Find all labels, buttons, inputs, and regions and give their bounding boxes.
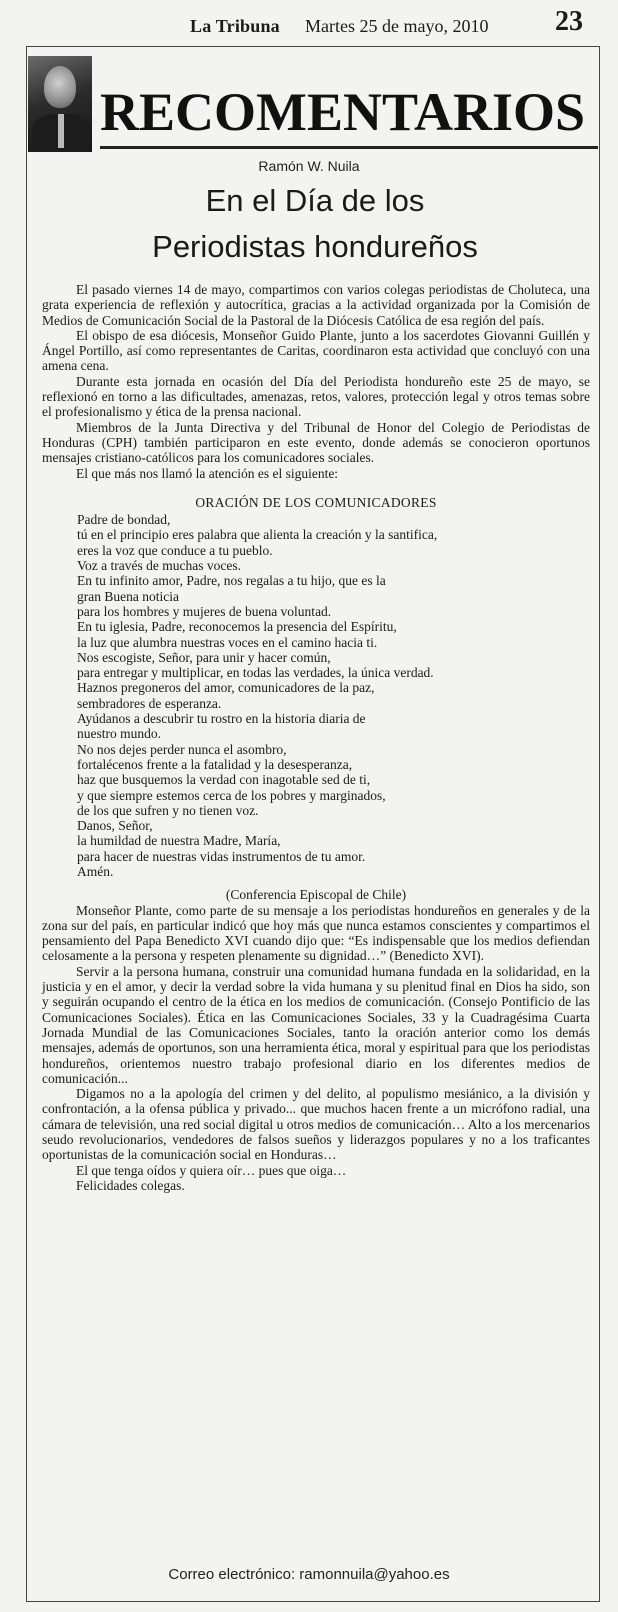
paragraph: Durante esta jornada en ocasión del Día del Periodista hondureño este 25 de mayo, se reflexionó en torno a las dificultades, amenazas, retos, valores, protección legal y otros temas sobre el profesionalismo y ética de la prensa nacional. [42,373,590,420]
prayer-line: En tu iglesia, Padre, reconocemos la presencia del Espíritu, [77,619,397,635]
prayer-line: haz que busquemos la verdad con inagotable sed de ti, [77,772,371,788]
headline [30,178,600,270]
paragraph: Miembros de la Junta Directiva y del Tribunal de Honor del Colegio de Periodistas de Honduras (CPH) también participaron en este evento, donde además se conocieron oportunos mensajes cristiano-católicos para los comunicadores sociales. [42,419,590,466]
prayer-line: para entregar y multiplicar, en todas las verdades, la única verdad. [77,665,434,681]
author-byline: Ramón W. Nuila [258,158,360,174]
column-header [28,56,600,160]
prayer-title: ORACIÓN DE LOS COMUNICADORES [195,494,437,510]
prayer-line: para los hombres y mujeres de buena voluntad. [77,603,332,619]
author-photo [28,56,92,152]
prayer-line: Voz a través de muchas voces. [77,558,241,574]
prayer-line: sembradores de esperanza. [77,695,222,711]
headline-line-1: En el Día de los [205,183,425,218]
prayer-line: nuestro mundo. [77,726,161,742]
closing-section [42,903,590,1194]
prayer-line: Ayúdanos a descubrir tu rostro en la historia diaria de [77,711,366,727]
paragraph: El obispo de esa diócesis, Monseñor Guido Plante, junto a los sacerdotes Giovanni Guillén y Ángel Portillo, así como representantes de Caritas, coordinaron esta actividad que concluyó con una amena cena. [42,327,590,374]
section-title: RECOMENTARIOS [100,82,586,142]
prayer-line: No nos dejes perder nunca el asombro, [77,741,287,757]
prayer-line: gran Buena noticia [77,588,179,604]
prayer-line: la humildad de nuestra Madre, María, [77,833,281,849]
prayer-line: En tu infinito amor, Padre, nos regalas a tu hijo, que es la [77,573,386,589]
prayer-line: Amén. [77,863,114,879]
prayer-line: la luz que alumbra nuestras voces en el camino hacia ti. [77,634,378,650]
paragraph: Monseñor Plante, como parte de su mensaje a los periodistas hondureños en generales y de la zona sur del país, en particular indicó que hoy más que nunca estamos conscientes y compartimos el pensamiento del Papa Benedicto XVI cuando dijo que: “Es indispensable que los medios defiendan celosamente a la persona y respeten plenamente su dignidad…” (Benedicto XVI). [42,902,590,964]
prayer-line: fortalécenos frente a la fatalidad y la desesperanza, [77,756,353,772]
prayer-line: Nos escogiste, Señor, para unir y hacer común, [77,649,331,665]
prayer-line: para hacer de nuestras vidas instrumentos de tu amor. [77,848,366,864]
masthead [0,0,618,44]
prayer-line: Padre de bondad, [77,512,171,528]
paragraph: Servir a la persona humana, construir una comunidad humana fundada en la solidaridad, en la justicia y en el amor, y decir la verdad sobre la vida humana y su plenitud final en Dios ha sido, son y seguirán ocupando el centro de la ética en los medios de comunicación. (Consejo Pontificio de las Comunicaciones Sociales). Ética en las Comunicaciones Sociales, 33 y la Cuadragésima Cuarta Jornada Mundial de las Comunicaciones Sociales, tanto la oración anterior como los demás mensajes, además de oportunos, son una herramienta ética, moral y espiritual para que los periodistas hondureños, orientemos nuestro trabajo profesional diario en los diferentes medios de comunicación... [42,963,590,1086]
prayer-line: Haznos pregoneros del amor, comunicadores de la paz, [77,680,375,696]
prayer-line: tú en el principio eres palabra que alienta la creación y la santifica, [77,527,438,543]
paragraph: El que tenga oídos y quiera oír… pues que oiga… [76,1162,347,1178]
page-number: 23 [555,6,583,37]
prayer-line: Danos, Señor, [77,818,153,834]
prayer-source: (Conferencia Episcopal de Chile) [225,887,407,903]
prayer-line: eres la voz que conduce a tu pueblo. [77,542,273,558]
header-rule [100,146,598,149]
intro-section [42,282,590,481]
prayer-block [42,495,590,903]
newspaper-name: La Tribuna [190,16,280,36]
author-email: Correo electrónico: ramonnuila@yahoo.es [168,1566,450,1583]
article-body [42,282,590,1193]
headline-line-2: Periodistas hondureños [152,229,478,264]
issue-date: Martes 25 de mayo, 2010 [305,16,489,36]
paragraph: Digamos no a la apología del crimen y del delito, al populismo mesiánico, a la división y confrontación, a la ofensa pública y privado... que muchos hacen frente a un micrófono radial, una cámara de televisión, una red social digital u otros medios de comunicación… Alto a los mercenarios seudo revolucionarios, vendedores de falsos sueños y liderazgos populares y no a los traficantes oportunistas de la comunicación social en Honduras… [42,1086,590,1163]
paragraph: Felicidades colegas. [76,1177,185,1193]
prayer-line: y que siempre estemos cerca de los pobres y marginados, [77,787,386,803]
paragraph: El que más nos llamó la atención es el siguiente: [76,465,339,481]
prayer-line: de los que sufren y no tienen voz. [77,802,259,818]
paragraph: El pasado viernes 14 de mayo, compartimos con varios colegas periodistas de Choluteca, una grata experiencia de reflexión y autocrítica, gracias a la actividad organizada por la Comisión de Medios de Comunicación Social de la Pastoral de la Diócesis Católica de esa región del país. [42,282,590,328]
